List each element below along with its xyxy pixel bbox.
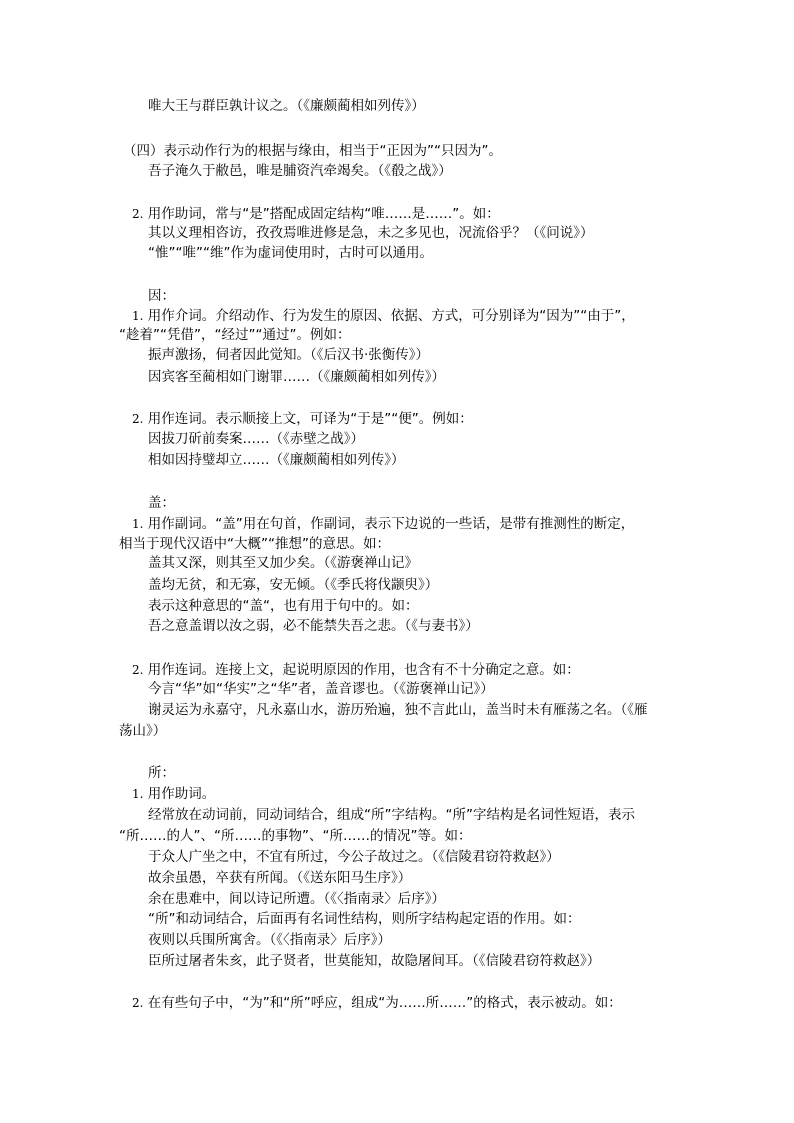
list-item-text: 用作助词。 [147,786,216,802]
entry-heading: 盖： [148,495,175,511]
list-item-text: 在有些句子中，“为”和“所”呼应，组成“为……所……”的格式，表示被动。如： [147,995,622,1011]
text-line: 相当于现代汉语中“大概”“推想”的意思。如： [119,536,390,552]
list-item-text: 用作副词。“盖”用在句首，作副词，表示下边说的一些话，是带有推测性的断定， [147,516,635,532]
example-line: 吾之意盖谓以汝之弱，必不能禁失吾之悲。（《与妻书》） [148,618,479,634]
example-line: 夜则以兵围所寓舍。（《〈指南录〉后序》） [148,932,391,948]
example-line: 盖其又深，则其至又加少矣。（《游褒禅山记》 [148,555,418,571]
example-line: 今言“华”如“华实”之“华”者，盖音谬也。（《游褒禅山记》） [148,681,494,697]
list-item [132,205,500,223]
example-line: 于众人广坐之中，不宜有所过，今公子故过之。（《信陵君窃符救赵》） [148,849,560,865]
text-line: 经常放在动词前，同动词结合，组成“所”字结构。“所”字结构是名词性短语，表示 [148,807,635,823]
list-item [132,994,622,1012]
text-line: 唯大王与群臣孰计议之。（《廉颇蔺相如列传》） [148,98,425,114]
list-item-text: 用作连词。连接上文，起说明原因的作用，也含有不十分确定之意。如： [147,662,580,678]
text-line: “所……的人”、“所……的事物”、“所……的情况”等。如： [119,828,472,844]
list-number: 2. [132,207,144,221]
text-line: “所”和动词结合，后面再有名词性结构，则所字结构起定语的作用。如： [148,911,581,927]
list-number: 2. [132,996,144,1010]
example-line: 相如因持璧却立……（《廉颇蔺相如列传》） [148,452,405,468]
text-line: “惟”“唯”“维”作为虚词使用时，古时可以通用。 [148,245,433,261]
example-line-continued: 荡山》） [119,723,167,739]
example-line: 余在患难中，间以诗记所遭。（《〈指南录〉后序》） [148,891,445,907]
list-number: 2. [132,412,144,426]
list-item [132,515,634,533]
example-line: 臣所过屠者朱亥，此子贤者，世莫能知，故隐屠间耳。（《信陵君窃符救赵》） [148,953,601,969]
list-item [132,785,215,803]
example-line: 其以义理相咨访，孜孜焉唯进修是急，未之多见也，况流俗乎？（《问说》） [148,225,594,241]
list-item-text: 用作介词。介绍动作、行为发生的原因、依据、方式，可分别译为“因为”“由于”， [147,308,635,324]
list-number: 1. [132,517,144,531]
entry-heading: 所： [148,765,175,781]
example-line: 故余虽愚，卒获有所闻。（《送东阳马生序》） [148,870,412,886]
list-number: 1. [132,309,144,323]
list-item-text: 用作连词。表示顺接上文，可译为“于是”“便”。例如： [147,411,473,427]
example-line: 振声激扬，伺者因此觉知。（《后汉书·张衡传》） [148,347,430,363]
list-item [132,661,580,679]
entry-heading: 因： [148,288,175,304]
list-item [132,410,473,428]
list-number: 1. [132,787,144,801]
list-number: 2. [132,663,144,677]
example-line: 盖均无贫，和无寡，安无倾。（《季氏将伐颛臾》） [148,577,439,593]
text-line: 表示这种意思的“盖“，也有用于句中的。如： [148,598,419,614]
example-line: 吾子淹久于敝邑，唯是脯资汽牵竭矣。（《殽之战》） [148,163,452,179]
example-line: 因拔刀斫前奏案……（《赤壁之战》） [148,431,364,447]
list-item-text: 用作助词，常与“是”搭配成固定结构“唯……是……”。如： [147,206,500,222]
example-line: 谢灵运为永嘉守，凡永嘉山水，游历殆遍，独不言此山，盖当时未有雁荡之名。（《雁 [148,702,648,718]
list-item [132,307,635,325]
example-line: 因宾客至蔺相如门谢罪……（《廉颇蔺相如列传》） [148,369,445,385]
section-heading: （四）表示动作行为的根据与缘由，相当于“正因为”“只因为”。 [123,143,502,159]
text-line: “趁着”“凭借”，“经过”“通过”。例如： [119,327,351,343]
